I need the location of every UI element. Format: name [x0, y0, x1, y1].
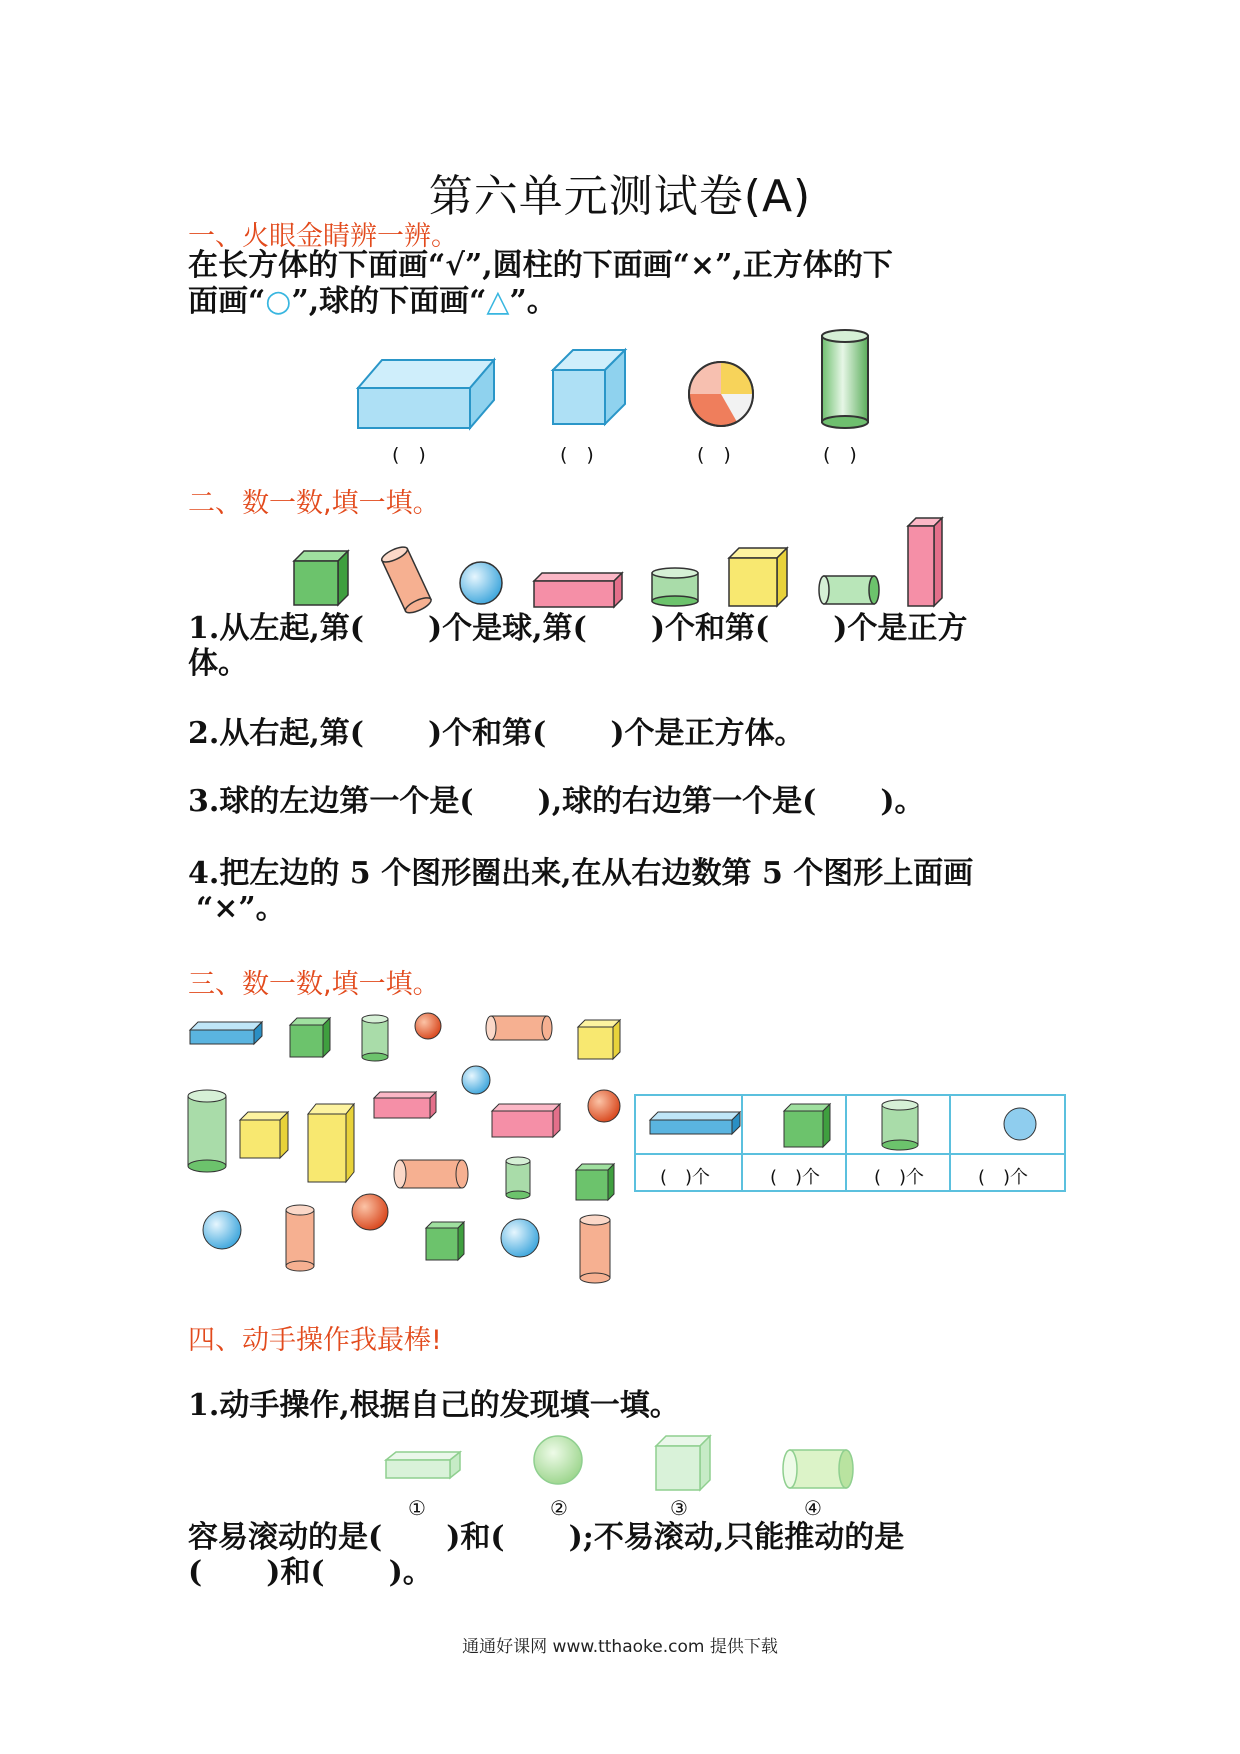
light-cuboid	[386, 1452, 462, 1486]
q1-instruction-line1: 在长方体的下面画“√”,圆柱的下面画“×”,正方体的下	[188, 248, 893, 283]
q4-item1: 1.动手操作,根据自己的发现填一填。	[188, 1388, 680, 1423]
count-cell-cylinder[interactable]: ( )个	[874, 1167, 925, 1188]
q2-item4-line1: 4.把左边的 5 个图形圈出来,在从右边数第 5 个图形上面画	[188, 856, 974, 891]
light-cylinder	[782, 1448, 854, 1490]
light-ball	[532, 1434, 586, 1488]
q1-blank-3[interactable]: ( )	[697, 444, 731, 466]
row-shape-tilted-cylinder	[380, 546, 432, 612]
row-shape-short-cylinder	[650, 566, 700, 608]
q2-item2: 2.从右起,第( )个和第( )个是正方体。	[188, 716, 805, 751]
q2-item3: 3.球的左边第一个是( ),球的右边第一个是( )。	[188, 784, 925, 819]
label-2: ②	[550, 1496, 568, 1520]
row-shape-ball	[458, 560, 504, 606]
cylinder-image	[820, 328, 872, 430]
q1-blank-4[interactable]: ( )	[823, 444, 857, 466]
q1-blank-2[interactable]: ( )	[560, 444, 594, 466]
q2-item1-line1: 1.从左起,第( )个是球,第( )个和第( )个是正方	[188, 611, 968, 646]
q2-item1-line2: 体。	[188, 646, 248, 681]
circle-symbol: ○	[265, 284, 292, 319]
label-4: ④	[804, 1496, 822, 1520]
count-cell-cube[interactable]: ( )个	[770, 1167, 821, 1188]
shape-cluster	[186, 1008, 626, 1288]
cube-image	[553, 348, 627, 428]
section-4-heading: 四、动手操作我最棒!	[188, 1325, 442, 1356]
count-cell-cuboid[interactable]: ( )个	[660, 1167, 711, 1188]
triangle-symbol: △	[486, 284, 510, 319]
label-3: ③	[670, 1496, 688, 1520]
row-shape-green-cube	[294, 551, 350, 607]
row-shape-yellow-cube	[729, 548, 789, 608]
label-1: ①	[408, 1496, 426, 1520]
q1-instruction-line2: 面画“○”,球的下面画“△”。	[188, 284, 557, 319]
row-shape-tall-cuboid	[908, 518, 944, 610]
section-3-heading: 三、数一数,填一填。	[188, 969, 440, 1000]
row-shape-lying-cylinder	[818, 574, 882, 606]
ball-image	[687, 360, 757, 430]
footer-credit: 通通好课网 www.tthaoke.com 提供下载	[462, 1637, 778, 1657]
page-title: 第六单元测试卷(A)	[428, 171, 812, 222]
q1-blank-1[interactable]: ( )	[392, 444, 426, 466]
light-cube	[656, 1436, 712, 1492]
row-shape-pink-cuboid	[534, 573, 624, 609]
section-1-heading: 一、火眼金睛辨一辨。	[188, 221, 458, 252]
section-2-heading: 二、数一数,填一填。	[188, 488, 440, 519]
q4-answer-line1: 容易滚动的是( )和( );不易滚动,只能推动的是	[188, 1520, 905, 1555]
q2-item4-line2: “×”。	[196, 891, 286, 926]
q4-answer-line2: ( )和( )。	[188, 1555, 433, 1590]
count-cell-ball[interactable]: ( )个	[978, 1167, 1029, 1188]
cuboid-image	[358, 358, 498, 432]
